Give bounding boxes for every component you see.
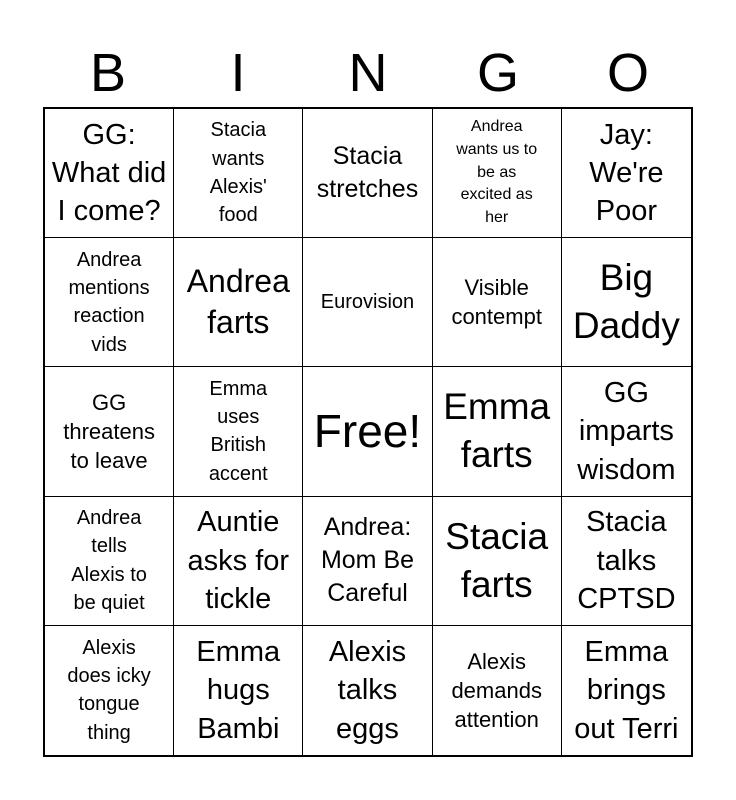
cell-text: Alexis talks eggs: [328, 635, 407, 745]
cell-text: GG imparts wisdom: [577, 377, 676, 486]
bingo-cell[interactable]: [174, 626, 303, 755]
cell-text: Emma brings out Terri: [574, 635, 679, 745]
bingo-cell[interactable]: [174, 109, 303, 238]
bingo-cell[interactable]: [45, 109, 174, 238]
cell-text: Stacia stretches: [316, 142, 419, 204]
bingo-cell[interactable]: [174, 367, 303, 496]
cell-text: Visible contempt: [451, 275, 542, 330]
bingo-cell[interactable]: [433, 367, 562, 496]
cell-text: Andrea mentions reaction vids: [68, 248, 150, 356]
bingo-cell[interactable]: [433, 238, 562, 367]
cell-text: Stacia wants Alexis' food: [209, 119, 267, 227]
cell-text: Stacia farts: [445, 515, 549, 605]
header-letter-o: O: [606, 43, 649, 103]
cell-text: Emma hugs Bambi: [196, 635, 281, 745]
bingo-cell[interactable]: [303, 367, 432, 496]
cell-text: Stacia talks CPTSD: [577, 506, 676, 615]
cell-text: Auntie asks for tickle: [187, 506, 290, 615]
bingo-cell[interactable]: [562, 626, 691, 755]
bingo-cell[interactable]: [174, 497, 303, 626]
cell-text: GG threatens to leave: [63, 389, 155, 473]
cell-text: Alexis does icky tongue thing: [67, 636, 151, 744]
bingo-cell[interactable]: [562, 109, 691, 238]
bingo-cell[interactable]: [562, 238, 691, 367]
cell-text: Andrea farts: [186, 262, 290, 341]
bingo-cell[interactable]: [562, 367, 691, 496]
bingo-cell[interactable]: [433, 109, 562, 238]
header-letter-i: I: [230, 43, 246, 103]
cell-text: Andrea wants us to be as excited as her: [456, 118, 538, 227]
cell-text: Free!: [313, 405, 422, 458]
bingo-cell[interactable]: [45, 626, 174, 755]
cell-text: Jay: We're Poor: [589, 118, 664, 228]
cell-text: Big Daddy: [572, 257, 680, 347]
cell-text: Emma uses British accent: [208, 377, 268, 485]
cell-text: Andrea tells Alexis to be quiet: [71, 506, 147, 615]
bingo-cell[interactable]: [303, 626, 432, 755]
header-letter-g: G: [476, 43, 519, 103]
bingo-header: [43, 38, 693, 108]
bingo-cell[interactable]: [433, 626, 562, 755]
cell-text: GG: What did I come?: [51, 118, 167, 228]
cell-text: Andrea: Mom Be Careful: [320, 513, 415, 608]
bingo-cell[interactable]: [45, 367, 174, 496]
cell-text: Emma farts: [443, 386, 551, 476]
bingo-cell[interactable]: [303, 238, 432, 367]
bingo-cell[interactable]: [174, 238, 303, 367]
header-letter-n: N: [348, 43, 388, 103]
bingo-cell[interactable]: [433, 497, 562, 626]
bingo-cell[interactable]: [45, 497, 174, 626]
bingo-board: [43, 107, 693, 757]
header-letter-b: B: [89, 43, 127, 103]
bingo-cell[interactable]: [303, 497, 432, 626]
bingo-cell[interactable]: [45, 238, 174, 367]
cell-text: Eurovision: [320, 291, 415, 314]
cell-text: Alexis demands attention: [451, 648, 542, 732]
bingo-cell[interactable]: [562, 497, 691, 626]
bingo-cell[interactable]: [303, 109, 432, 238]
